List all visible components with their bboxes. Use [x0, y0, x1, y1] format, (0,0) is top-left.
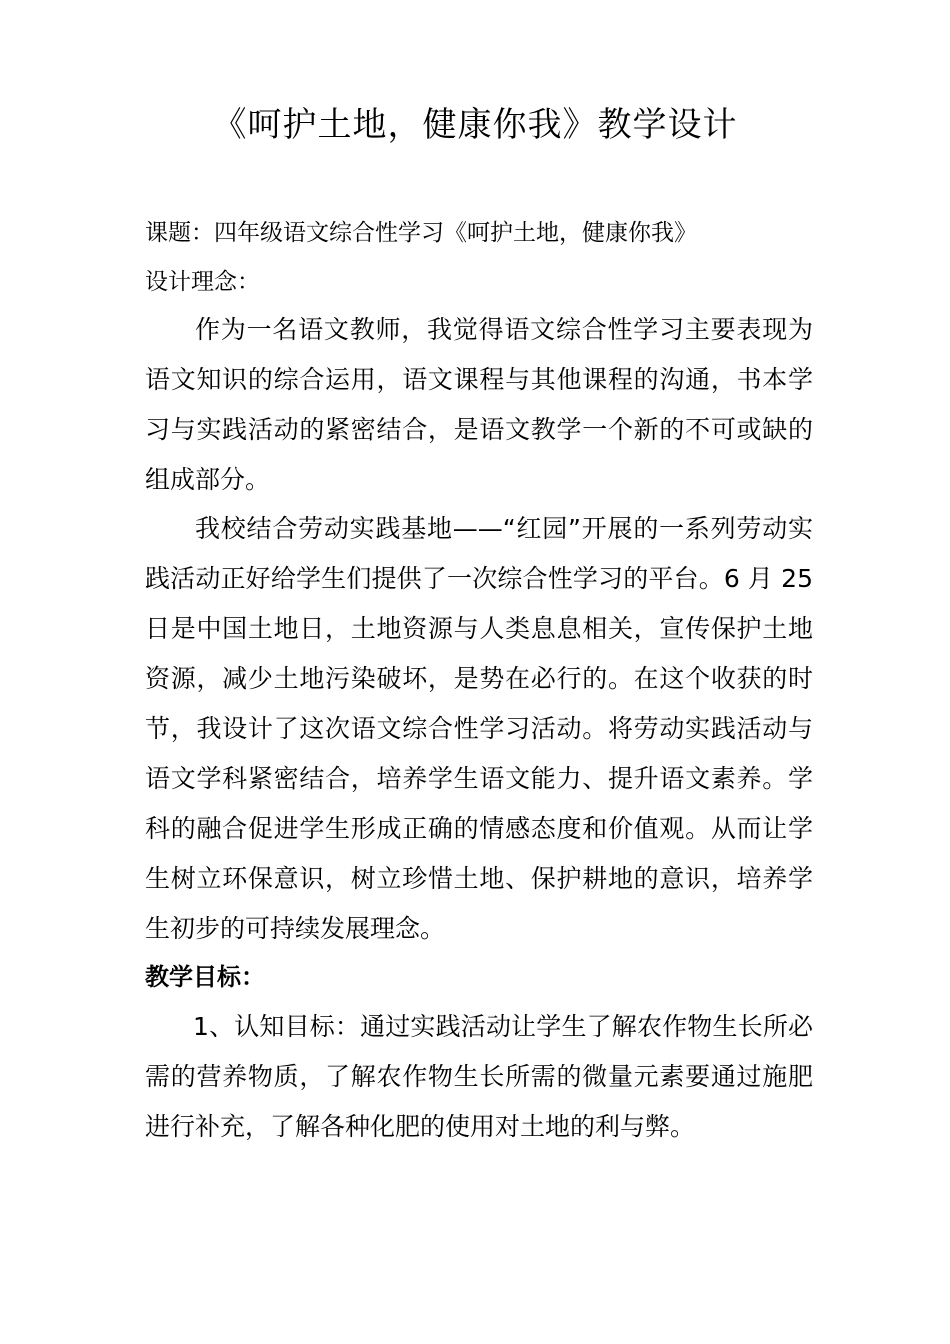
goal-item-cognitive: 1、认知目标：通过实践活动让学生了解农作物生长所必需的营养物质，了解农作物生长所需的微量元素要通过施肥进行补充，了解各种化肥的使用对土地的利与弊。 — [145, 1012, 813, 1141]
teaching-goals-heading: 教学目标： — [145, 963, 265, 991]
subject-line: 课题：四年级语文综合性学习《呵护土地，健康你我》 — [145, 220, 697, 246]
document-title: 《呵护土地，健康你我》教学设计 — [212, 105, 738, 145]
design-concept-label: 设计理念： — [145, 269, 260, 295]
concept-paragraph-2: 我校结合劳动实践基地——“红园”开展的一系列劳动实践活动正好给学生们提供了一次综合性学习的平台。6 月 25 日是中国土地日，土地资源与人类息息相关，宣传保护土地资源，减少土地污染破坏，是势在必行的。在这个收获的时节，我设计了这次语文综合性学习活动。将劳动实践活动与语文学科紧密结合，培养学生语文能力、提升语文素养。学科的融合促进学生形成正确的情感态度和价值观。从而让学生树立环保意识，树立珍惜土地、保护耕地的意识，培养学生初步的可持续发展理念。 — [145, 514, 813, 943]
concept-paragraph-1: 作为一名语文教师，我觉得语文综合性学习主要表现为语文知识的综合运用，语文课程与其他课程的沟通，书本学习与实践活动的紧密结合，是语文教学一个新的不可或缺的组成部分。 — [145, 315, 813, 494]
